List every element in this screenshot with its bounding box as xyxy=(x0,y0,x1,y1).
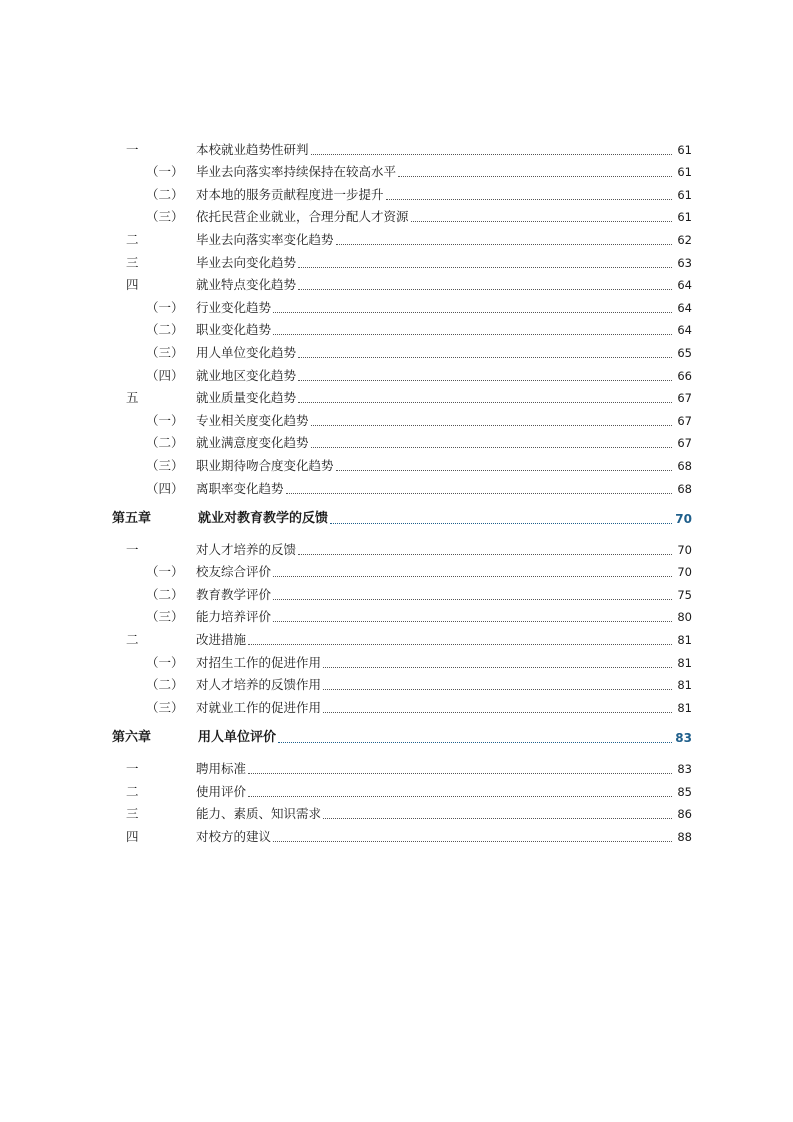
dot-leader xyxy=(323,657,672,668)
toc-title: 对招生工作的促进作用 xyxy=(196,654,322,670)
dot-leader xyxy=(411,211,672,222)
toc-number: 二 xyxy=(126,632,139,648)
toc-number: （二） xyxy=(146,186,184,202)
toc-page-number: 66 xyxy=(677,368,692,383)
toc-number: （二） xyxy=(146,435,184,451)
toc-page-number: 63 xyxy=(677,255,692,270)
toc-number: 第五章 xyxy=(112,511,152,527)
dot-leader xyxy=(248,763,672,774)
toc-number: （三） xyxy=(146,344,184,360)
dot-leader xyxy=(273,611,672,622)
toc-number: （三） xyxy=(146,699,184,715)
toc-page-number: 70 xyxy=(677,565,692,580)
dot-leader xyxy=(386,189,672,200)
toc-title: 就业地区变化趋势 xyxy=(196,367,297,383)
toc-number: （四） xyxy=(146,480,184,496)
toc-page-number: 68 xyxy=(677,481,692,496)
dot-leader xyxy=(311,144,672,155)
dot-leader xyxy=(298,347,672,358)
toc-page-number: 61 xyxy=(677,165,692,180)
toc-title: 就业对教育教学的反馈 xyxy=(198,511,329,527)
toc-chapter-block xyxy=(112,724,692,747)
toc-number: （一） xyxy=(146,412,184,428)
toc-page-number: 64 xyxy=(677,278,692,293)
toc-page-number: 67 xyxy=(677,436,692,451)
toc-number: （三） xyxy=(146,209,184,225)
dot-leader xyxy=(298,279,672,290)
toc-title: 对人才培养的反馈 xyxy=(196,541,297,557)
toc-subsection-entry[interactable] xyxy=(112,603,692,626)
toc-title: 对校方的建议 xyxy=(196,828,272,844)
toc-number: （一） xyxy=(146,164,184,180)
dot-leader xyxy=(298,257,672,268)
toc-title: 教育教学评价 xyxy=(196,586,272,602)
toc-subsection-entry[interactable] xyxy=(112,474,692,497)
toc-title: 行业变化趋势 xyxy=(196,299,272,315)
toc-page-number: 86 xyxy=(677,807,692,822)
toc-section-entry[interactable] xyxy=(112,625,692,648)
toc-subsection-entry[interactable] xyxy=(112,648,692,671)
toc-number: 三 xyxy=(126,806,139,822)
toc-chapter-entry[interactable] xyxy=(112,724,692,747)
toc-page-number: 81 xyxy=(677,633,692,648)
toc-page-number: 68 xyxy=(677,458,692,473)
dot-leader xyxy=(398,166,672,177)
toc-page-number: 64 xyxy=(677,323,692,338)
dot-leader xyxy=(330,513,672,524)
toc-section-entry[interactable] xyxy=(112,384,692,407)
toc-page-number: 65 xyxy=(677,345,692,360)
dot-leader xyxy=(323,679,672,690)
toc-page-number: 75 xyxy=(677,587,692,602)
toc-page-number: 80 xyxy=(677,610,692,625)
toc-subsection-entry[interactable] xyxy=(112,158,692,181)
toc-number: 二 xyxy=(126,783,139,799)
toc-section-entry[interactable] xyxy=(112,800,692,823)
toc-subsection-entry[interactable] xyxy=(112,293,692,316)
toc-page-number: 61 xyxy=(677,142,692,157)
toc-number: 三 xyxy=(126,254,139,270)
toc-number: 第六章 xyxy=(112,730,152,746)
toc-page-number: 70 xyxy=(677,542,692,557)
toc-subsection-entry[interactable] xyxy=(112,203,692,226)
toc-section-entry[interactable] xyxy=(112,535,692,558)
toc-title: 依托民营企业就业，合理分配人才资源 xyxy=(196,209,409,225)
dot-leader xyxy=(273,566,672,577)
toc-number: （一） xyxy=(146,564,184,580)
toc-title: 对就业工作的促进作用 xyxy=(196,699,322,715)
toc-page-number: 83 xyxy=(675,731,692,746)
toc-chapter-block xyxy=(112,505,692,528)
toc-subsection-entry[interactable] xyxy=(112,361,692,384)
toc-title: 离职率变化趋势 xyxy=(196,480,284,496)
toc-title: 就业满意度变化趋势 xyxy=(196,435,309,451)
toc-title: 对本地的服务贡献程度进一步提升 xyxy=(196,186,384,202)
dot-leader xyxy=(273,589,672,600)
toc-subsection-entry[interactable] xyxy=(112,693,692,716)
toc-page-number: 64 xyxy=(677,300,692,315)
toc-subsection-entry[interactable] xyxy=(112,580,692,603)
toc-title: 使用评价 xyxy=(196,783,247,799)
toc-number: （三） xyxy=(146,609,184,625)
toc-title: 改进措施 xyxy=(196,632,247,648)
toc-title: 用人单位评价 xyxy=(198,730,277,746)
toc-chapter-entry[interactable] xyxy=(112,505,692,528)
toc-number: 一 xyxy=(126,141,139,157)
toc-page-number: 67 xyxy=(677,413,692,428)
toc-number: 一 xyxy=(126,761,139,777)
toc-title: 能力培养评价 xyxy=(196,609,272,625)
toc-title: 职业期待吻合度变化趋势 xyxy=(196,457,334,473)
toc-number: 一 xyxy=(126,541,139,557)
toc-page-number: 81 xyxy=(677,678,692,693)
dot-leader xyxy=(286,483,672,494)
toc-title: 毕业去向落实率持续保持在较高水平 xyxy=(196,164,397,180)
toc-subsection-entry[interactable] xyxy=(112,558,692,581)
toc-title: 就业特点变化趋势 xyxy=(196,277,297,293)
toc-section-entry[interactable] xyxy=(112,271,692,294)
toc-subsection-entry[interactable] xyxy=(112,671,692,694)
toc-page-number: 70 xyxy=(675,512,692,527)
dot-leader xyxy=(273,302,672,313)
toc-subsection-entry[interactable] xyxy=(112,180,692,203)
toc-page-number: 83 xyxy=(677,762,692,777)
dot-leader xyxy=(298,392,672,403)
toc-title: 职业变化趋势 xyxy=(196,322,272,338)
toc-section-entry[interactable] xyxy=(112,777,692,800)
dot-leader xyxy=(298,370,672,381)
dot-leader xyxy=(248,634,672,645)
dot-leader xyxy=(336,234,672,245)
toc-section-entry[interactable] xyxy=(112,822,692,845)
toc-title: 聘用标准 xyxy=(196,761,247,777)
toc-subsection-entry[interactable] xyxy=(112,451,692,474)
toc-section-entry[interactable] xyxy=(112,754,692,777)
toc-number: 五 xyxy=(126,390,139,406)
toc-page-number: 61 xyxy=(677,187,692,202)
dot-leader xyxy=(273,831,672,842)
table-of-contents xyxy=(112,135,692,845)
toc-section-entry[interactable] xyxy=(112,225,692,248)
toc-page-number: 67 xyxy=(677,391,692,406)
dot-leader xyxy=(336,460,672,471)
toc-subsection-entry[interactable] xyxy=(112,429,692,452)
toc-number: 四 xyxy=(126,828,139,844)
toc-page-number: 61 xyxy=(677,210,692,225)
toc-title: 毕业去向变化趋势 xyxy=(196,254,297,270)
toc-title: 对人才培养的反馈作用 xyxy=(196,677,322,693)
toc-subsection-entry[interactable] xyxy=(112,316,692,339)
toc-number: （二） xyxy=(146,322,184,338)
toc-number: （三） xyxy=(146,457,184,473)
toc-number: （四） xyxy=(146,367,184,383)
toc-title: 校友综合评价 xyxy=(196,564,272,580)
toc-page-number: 81 xyxy=(677,700,692,715)
toc-subsection-entry[interactable] xyxy=(112,338,692,361)
toc-number: （一） xyxy=(146,654,184,670)
dot-leader xyxy=(323,808,672,819)
toc-title: 本校就业趋势性研判 xyxy=(196,141,309,157)
toc-page-number: 85 xyxy=(677,784,692,799)
toc-section-entry[interactable] xyxy=(112,248,692,271)
toc-page-number: 81 xyxy=(677,655,692,670)
toc-number: 四 xyxy=(126,277,139,293)
dot-leader xyxy=(248,786,672,797)
toc-page-number: 88 xyxy=(677,829,692,844)
dot-leader xyxy=(311,415,672,426)
dot-leader xyxy=(298,544,672,555)
toc-title: 专业相关度变化趋势 xyxy=(196,412,309,428)
toc-title: 毕业去向落实率变化趋势 xyxy=(196,231,334,247)
toc-number: （一） xyxy=(146,299,184,315)
toc-section-entry[interactable] xyxy=(112,135,692,158)
toc-subsection-entry[interactable] xyxy=(112,406,692,429)
toc-number: （二） xyxy=(146,586,184,602)
toc-title: 能力、素质、知识需求 xyxy=(196,806,322,822)
toc-number: 二 xyxy=(126,231,139,247)
dot-leader xyxy=(273,324,672,335)
toc-title: 用人单位变化趋势 xyxy=(196,344,297,360)
dot-leader xyxy=(311,437,672,448)
dot-leader xyxy=(278,732,672,743)
toc-title: 就业质量变化趋势 xyxy=(196,390,297,406)
toc-number: （二） xyxy=(146,677,184,693)
dot-leader xyxy=(323,702,672,713)
toc-page-number: 62 xyxy=(677,232,692,247)
